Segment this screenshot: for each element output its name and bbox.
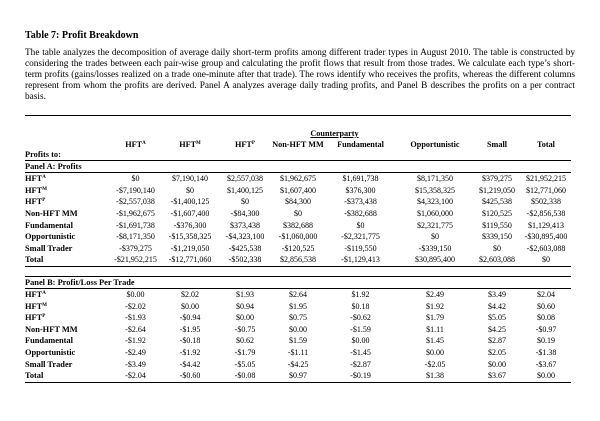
table-cell: $0 <box>521 254 571 266</box>
table-cell: -$2,856,538 <box>526 209 566 219</box>
table-cell: $30,895,400 <box>397 254 473 266</box>
table-row <box>25 196 571 208</box>
table-cell: -$1.38 <box>535 348 557 358</box>
table-row <box>25 300 571 312</box>
table-cell: $2.64 <box>289 290 307 300</box>
table-cell: -$382,688 <box>344 209 377 219</box>
row-label-text: Total <box>25 255 44 265</box>
table-cell: -$1.11 <box>287 348 309 358</box>
column-header <box>397 138 473 149</box>
table-cell: -$502,338 <box>218 254 272 266</box>
row-label <box>25 219 109 231</box>
table-row <box>25 185 571 197</box>
row-label-text: Small Trader <box>25 359 73 369</box>
table-cell: $12,771,060 <box>526 185 566 195</box>
row-label-superscript: P <box>42 198 46 204</box>
table-cell: -$1.79 <box>234 348 256 358</box>
table-cell: -$0.19 <box>324 370 397 382</box>
row-label-text: Fundamental <box>25 336 73 346</box>
table-cell: $0.00 <box>181 301 199 311</box>
panel-b-label: Panel B: Profit/Loss Per Trade <box>25 276 571 288</box>
column-header <box>324 138 397 149</box>
table-cell: -$0.75 <box>234 324 256 334</box>
table-row <box>25 173 571 185</box>
column-header <box>272 138 324 149</box>
row-label <box>25 312 109 324</box>
table-cell: -$2.02 <box>125 301 146 311</box>
table-cell: -$1,129,413 <box>324 254 397 266</box>
table-cell: $1.92 <box>426 301 444 311</box>
panel-a-body <box>25 173 571 267</box>
table-cell: $382,688 <box>283 220 313 230</box>
row-label-text: HFT <box>25 174 43 184</box>
table-cell: -$5.05 <box>234 359 256 369</box>
table-cell: $1.95 <box>289 301 307 311</box>
column-header <box>109 138 162 149</box>
table-cell: -$1,691,738 <box>116 220 155 230</box>
table-cell: -$3.67 <box>535 359 557 369</box>
table-cell: -$7,190,140 <box>116 185 155 195</box>
row-label-superscript: M <box>42 186 47 192</box>
table-cell: -$1.92 <box>125 336 146 346</box>
row-label-text: Non-HFT MM <box>25 209 78 219</box>
table-cell: $0.00 <box>351 336 370 346</box>
table-cell: $8,171,350 <box>417 174 453 184</box>
column-header-text: HFT <box>179 140 197 149</box>
table-cell: $0.18 <box>351 301 370 311</box>
profit-breakdown-table <box>25 115 571 383</box>
table-title: Table 7: Profit Breakdown <box>25 30 139 41</box>
row-label-text: HFT <box>25 301 43 311</box>
table-cell: -$84,300 <box>230 209 260 219</box>
row-label <box>25 173 109 185</box>
table-cell: -$1.92 <box>179 348 201 358</box>
table-cell: -$1.95 <box>179 324 201 334</box>
column-header-text: Small <box>486 140 508 149</box>
column-header <box>473 138 521 149</box>
row-label <box>25 358 109 370</box>
table-cell: $0 <box>493 243 501 253</box>
row-label <box>25 208 109 220</box>
table-cell: $0.00 <box>289 324 307 334</box>
table-row <box>25 312 571 324</box>
table-cell: $0.00 <box>488 359 506 369</box>
table-cell: -$1.59 <box>350 324 371 334</box>
row-label-text: Total <box>25 371 44 381</box>
table-cell: $0.97 <box>272 370 324 382</box>
table-cell: $1.92 <box>351 290 370 300</box>
row-label-text: Non-HFT MM <box>25 324 78 334</box>
column-header-superscript: M <box>196 141 201 146</box>
table-cell: -$2.87 <box>350 359 371 369</box>
table-cell: $15,358,325 <box>415 185 455 195</box>
table-cell: $1,400,125 <box>227 185 263 195</box>
table-cell: -$4.25 <box>287 359 309 369</box>
table-cell: $0 <box>186 185 194 195</box>
table-cell: $502,338 <box>531 197 561 207</box>
table-cell: -$4.42 <box>179 359 201 369</box>
row-label <box>25 185 109 197</box>
table-cell: $4.42 <box>488 301 506 311</box>
table-cell: -$2.49 <box>125 348 146 358</box>
table-row <box>25 219 571 231</box>
table-cell: $3.49 <box>488 290 506 300</box>
column-header-superscript: A <box>142 141 146 146</box>
table-cell: -$0.08 <box>218 370 272 382</box>
table-cell: $4,323,100 <box>417 197 453 207</box>
table-cell: -$1,400,125 <box>170 197 210 207</box>
row-label <box>25 370 109 382</box>
table-cell: $2,603,088 <box>473 254 521 266</box>
table-cell: -$4,323,100 <box>225 232 265 242</box>
table-cell: -$1,060,000 <box>278 232 318 242</box>
table-cell: $2.04 <box>537 290 555 300</box>
row-label-text: Fundamental <box>25 220 73 230</box>
table-row <box>25 335 571 347</box>
column-header-text: HFT <box>235 140 252 149</box>
table-cell: $0.94 <box>236 301 254 311</box>
row-label <box>25 231 109 243</box>
counterparty-row <box>25 126 571 138</box>
table-cell: $0 <box>431 232 439 242</box>
row-label <box>25 335 109 347</box>
table-cell: $379,275 <box>482 174 512 184</box>
table-cell: $0.00 <box>126 290 145 300</box>
table-cell: $0.08 <box>537 313 555 323</box>
table-cell: $0.62 <box>236 336 254 346</box>
table-cell: $2.87 <box>488 336 506 346</box>
table-cell: $373,438 <box>230 220 260 230</box>
table-cell: -$376,300 <box>173 220 207 230</box>
profits-to-label: Profits to: <box>25 149 571 161</box>
table-cell: -$0.97 <box>535 324 557 334</box>
table-cell: -$373,438 <box>344 197 377 207</box>
table-row <box>25 243 571 255</box>
table-cell: -$0.62 <box>350 313 371 323</box>
table-cell: $2.02 <box>181 290 199 300</box>
profits-to-row <box>25 149 571 161</box>
row-label-text: Opportunistic <box>25 232 76 242</box>
panel-gap <box>25 266 571 276</box>
table-cell: -$3.49 <box>125 359 146 369</box>
table-cell: -$119,550 <box>344 243 377 253</box>
row-label <box>25 196 109 208</box>
table-cell: -$8,171,350 <box>116 232 155 242</box>
table-row <box>25 370 571 382</box>
table-cell: $119,550 <box>482 220 512 230</box>
table-cell: $425,538 <box>482 197 512 207</box>
table-cell: $0.75 <box>289 313 307 323</box>
table-cell: $1,691,738 <box>342 174 379 184</box>
row-label <box>25 288 109 300</box>
row-label <box>25 347 109 359</box>
table-cell: $1.59 <box>289 336 307 346</box>
table-cell: -$21,952,215 <box>109 254 162 266</box>
table-cell: $0.00 <box>521 370 571 382</box>
table-cell: $0 <box>131 174 140 184</box>
table-top-rule <box>25 116 571 127</box>
panel-b-header <box>25 276 571 288</box>
table-cell: -$30,895,400 <box>524 232 568 242</box>
table-row <box>25 324 571 336</box>
row-label <box>25 324 109 336</box>
table-cell: $0.60 <box>537 301 555 311</box>
table-cell: -$15,358,325 <box>168 232 212 242</box>
table-cell: $0.19 <box>537 336 555 346</box>
row-label-text: HFT <box>25 313 43 323</box>
table-cell: $1,962,675 <box>280 174 316 184</box>
table-cell: $2.05 <box>488 348 506 358</box>
row-label-superscript: A <box>42 291 46 297</box>
panel-a-label: Panel A: Profits <box>25 161 571 173</box>
table-cell: $1.93 <box>236 290 254 300</box>
table-cell: $0 <box>241 197 249 207</box>
table-cell: -$1,219,050 <box>170 243 210 253</box>
table-cell: $2,321,775 <box>417 220 453 230</box>
table-cell: $1,129,413 <box>528 220 564 230</box>
table-cell: -$2.05 <box>424 359 446 369</box>
table-row <box>25 231 571 243</box>
row-label-superscript: M <box>42 302 47 308</box>
table-row <box>25 358 571 370</box>
column-header-text: Non-HFT MM <box>272 140 324 149</box>
table-cell: -$425,538 <box>228 243 262 253</box>
row-label <box>25 254 109 266</box>
counterparty-label: Counterparty <box>310 129 359 138</box>
table-cell: $84,300 <box>285 197 311 207</box>
table-cell: -$2.64 <box>125 324 146 334</box>
table-cell: -$2,321,775 <box>341 232 380 242</box>
table-cell: $376,300 <box>345 185 376 195</box>
table-cell: $2,856,538 <box>272 254 324 266</box>
table-cell: -$339,150 <box>418 243 452 253</box>
table-cell: -$1,607,400 <box>170 209 210 219</box>
table-row <box>25 288 571 300</box>
table-cell: $21,952,215 <box>526 174 566 184</box>
column-header-text: Opportunistic <box>410 140 460 149</box>
table-cell: $1,060,000 <box>417 209 453 219</box>
row-label-text: HFT <box>25 185 43 195</box>
table-cell: $0.00 <box>426 348 444 358</box>
column-header <box>162 138 218 149</box>
row-label-text: Small Trader <box>25 243 73 253</box>
column-header-text: Total <box>537 140 555 149</box>
table-cell: $4.25 <box>488 324 506 334</box>
table-row <box>25 254 571 266</box>
table-cell: $1.38 <box>397 370 473 382</box>
table-cell: -$0.60 <box>162 370 218 382</box>
table-cell: -$120,525 <box>281 243 315 253</box>
table-cell: -$0.18 <box>179 336 201 346</box>
table-cell: -$1.93 <box>125 313 146 323</box>
table-cell: $120,525 <box>482 209 512 219</box>
table-cell: -$1,962,675 <box>116 209 155 219</box>
table-cell: -$2,557,038 <box>116 197 155 207</box>
panel-b-body <box>25 288 571 382</box>
document-page <box>25 30 575 383</box>
table-cell: $0.00 <box>236 313 254 323</box>
table-cell: $1.45 <box>426 336 444 346</box>
column-header <box>521 138 571 149</box>
table-cell: $3.67 <box>473 370 521 382</box>
row-label-superscript: P <box>42 314 46 320</box>
row-label-text: HFT <box>25 197 43 207</box>
table-description: The table analyzes the decomposition of average daily short-term profits among different trader types in August 2010. The table is constructed by considering the trades between each pair-wise group and calculating the profit flows that result from those trades. We calculate each type’s short-term profits (gains/losses realized on a trade one-minute after that trade). The rows identify who receives the profits, whereas the different columns represent from whom the profits are derived. Panel A analyzes average daily trading profits, and Panel B describes the profits on a per contract basis. <box>25 48 575 102</box>
row-label <box>25 300 109 312</box>
column-header-text: HFT <box>125 140 143 149</box>
table-cell: $0 <box>294 209 302 219</box>
table-cell: $7,190,140 <box>172 174 208 184</box>
table-cell: $339,150 <box>482 232 512 242</box>
table-cell: $1.79 <box>426 313 444 323</box>
row-label-superscript: A <box>42 175 46 181</box>
table-cell: -$2.04 <box>109 370 162 382</box>
row-label <box>25 243 109 255</box>
table-cell: -$0.94 <box>179 313 201 323</box>
row-label-text: Opportunistic <box>25 348 76 358</box>
table-cell: -$1.45 <box>350 348 371 358</box>
column-header-text: Fundamental <box>337 140 384 149</box>
table-cell: -$12,771,060 <box>162 254 218 266</box>
table-row <box>25 208 571 220</box>
table-cell: -$379,275 <box>119 243 152 253</box>
column-header-superscript: P <box>251 141 255 146</box>
table-cell: $1.11 <box>426 324 444 334</box>
table-cell: -$2,603,088 <box>526 243 566 253</box>
table-cell: $1,607,400 <box>280 185 316 195</box>
table-cell: $5.05 <box>488 313 506 323</box>
panel-a-header <box>25 161 571 173</box>
table-cell: $2,557,038 <box>227 174 263 184</box>
column-header-row <box>25 138 571 149</box>
table-row <box>25 347 571 359</box>
table-cell: $0 <box>356 220 365 230</box>
row-label-text: HFT <box>25 290 43 300</box>
column-header <box>218 138 272 149</box>
table-cell: $1,219,050 <box>479 185 515 195</box>
table-cell: $2.49 <box>426 290 444 300</box>
